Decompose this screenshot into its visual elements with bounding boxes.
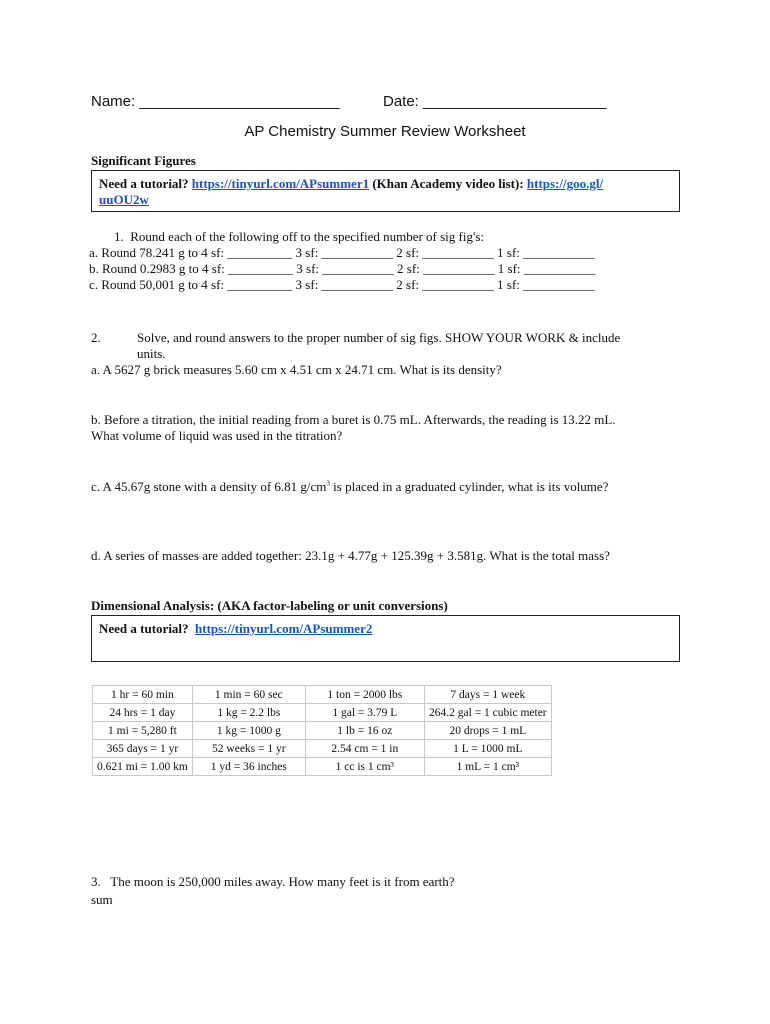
tutorial-link-2-cont[interactable]: uuOU2w	[99, 192, 149, 207]
conversion-cell: 1 ton = 2000 lbs	[305, 686, 424, 704]
question-text: The moon is 250,000 miles away. How many feet is it from earth?	[110, 874, 455, 889]
section-heading-sigfigs: Significant Figures	[91, 153, 196, 168]
section-heading-dimensional: Dimensional Analysis: (AKA factor-labeling or unit conversions)	[91, 598, 448, 613]
date-blank: ______________________	[423, 93, 607, 110]
conversion-row	[93, 704, 552, 722]
tutorial-link-2[interactable]: https://goo.gl/	[526, 176, 604, 191]
round-row-c: c. Round 50,001 g to 4 sf: __________ 3 sf: ___________ 2 sf: ___________ 1 sf: ___________	[89, 277, 595, 292]
question-2b-cont: What volume of liquid was used in the titration?	[91, 428, 343, 443]
tutorial-box-dimensional	[91, 615, 680, 662]
question-2c-text: c. A 45.67g stone with a density of 6.81 g/cm	[91, 479, 327, 494]
conversion-cell: 24 hrs = 1 day	[93, 704, 193, 722]
conversion-cell: 1 hr = 60 min	[93, 686, 193, 704]
conversion-cell: 52 weeks = 1 yr	[192, 740, 305, 758]
question-2c	[91, 479, 608, 495]
question-2d: d. A series of masses are added together: 23.1g + 4.77g + 125.39g + 3.581g. What is the total mass?	[91, 548, 610, 563]
question-1	[114, 229, 484, 245]
question-2c-text-cont: is placed in a graduated cylinder, what is its volume?	[329, 479, 609, 494]
conversion-cell: 1 L = 1000 mL	[424, 740, 551, 758]
tutorial-box-sigfigs	[91, 170, 680, 212]
page-title: AP Chemistry Summer Review Worksheet	[244, 123, 526, 140]
conversion-cell: 1 gal = 3.79 L	[305, 704, 424, 722]
conversion-cell: 1 mL = 1 cm³	[424, 758, 551, 776]
conversion-cell: 1 kg = 1000 g	[192, 722, 305, 740]
conversion-cell: 0.621 mi = 1.00 km	[93, 758, 193, 776]
round-row-b: b. Round 0.2983 g to 4 sf: __________ 3 sf: ___________ 2 sf: ___________ 1 sf: ___________	[89, 261, 596, 276]
conversion-cell: 264.2 gal = 1 cubic meter	[424, 704, 551, 722]
tutorial-prefix: Need a tutorial?	[99, 621, 189, 636]
conversion-cell: 1 yd = 36 inches	[192, 758, 305, 776]
question-text: Round each of the following off to the specified number of sig fig's:	[130, 229, 484, 244]
conversion-cell: 1 lb = 16 oz	[305, 722, 424, 740]
conversion-cell: 1 min = 60 sec	[192, 686, 305, 704]
conversion-row	[93, 686, 552, 704]
conversion-cell: 1 mi = 5,280 ft	[93, 722, 193, 740]
question-2-number: 2.	[91, 330, 101, 345]
name-blank: ________________________	[139, 93, 340, 110]
tutorial-link-1[interactable]: https://tinyurl.com/APsummer1	[191, 176, 370, 191]
name-label: Name:	[91, 93, 136, 110]
conversion-row	[93, 740, 552, 758]
name-field	[91, 93, 340, 110]
handwritten-note: sum	[91, 892, 113, 907]
conversion-table	[92, 685, 552, 776]
superscript: 3	[326, 479, 330, 488]
question-2b: b. Before a titration, the initial reading from a buret is 0.75 mL. Afterwards, the reading is 13.22 mL.	[91, 412, 616, 427]
conversion-cell: 2.54 cm = 1 in	[305, 740, 424, 758]
date-field	[383, 93, 607, 110]
round-row-a: a. Round 78.241 g to 4 sf: __________ 3 sf: ___________ 2 sf: ___________ 1 sf: ___________	[89, 245, 595, 260]
question-2a: a. A 5627 g brick measures 5.60 cm x 4.51 cm x 24.71 cm. What is its density?	[91, 362, 502, 377]
tutorial-prefix: Need a tutorial?	[99, 176, 189, 191]
question-number: 1.	[114, 229, 124, 244]
conversion-cell: 7 days = 1 week	[424, 686, 551, 704]
conversion-cell: 1 kg = 2.2 lbs	[192, 704, 305, 722]
conversion-row	[93, 722, 552, 740]
tutorial-link[interactable]: https://tinyurl.com/APsummer2	[195, 621, 373, 636]
tutorial-middle-text: (Khan Academy video list):	[372, 176, 524, 191]
date-label: Date:	[383, 93, 419, 110]
question-3	[91, 874, 455, 890]
question-2-text: Solve, and round answers to the proper number of sig figs. SHOW YOUR WORK & include	[137, 330, 621, 345]
question-2-text-cont: units.	[137, 346, 166, 361]
conversion-cell: 365 days = 1 yr	[93, 740, 193, 758]
conversion-cell: 1 cc is 1 cm³	[305, 758, 424, 776]
question-number: 3.	[91, 874, 101, 889]
conversion-row	[93, 758, 552, 776]
conversion-cell: 20 drops = 1 mL	[424, 722, 551, 740]
